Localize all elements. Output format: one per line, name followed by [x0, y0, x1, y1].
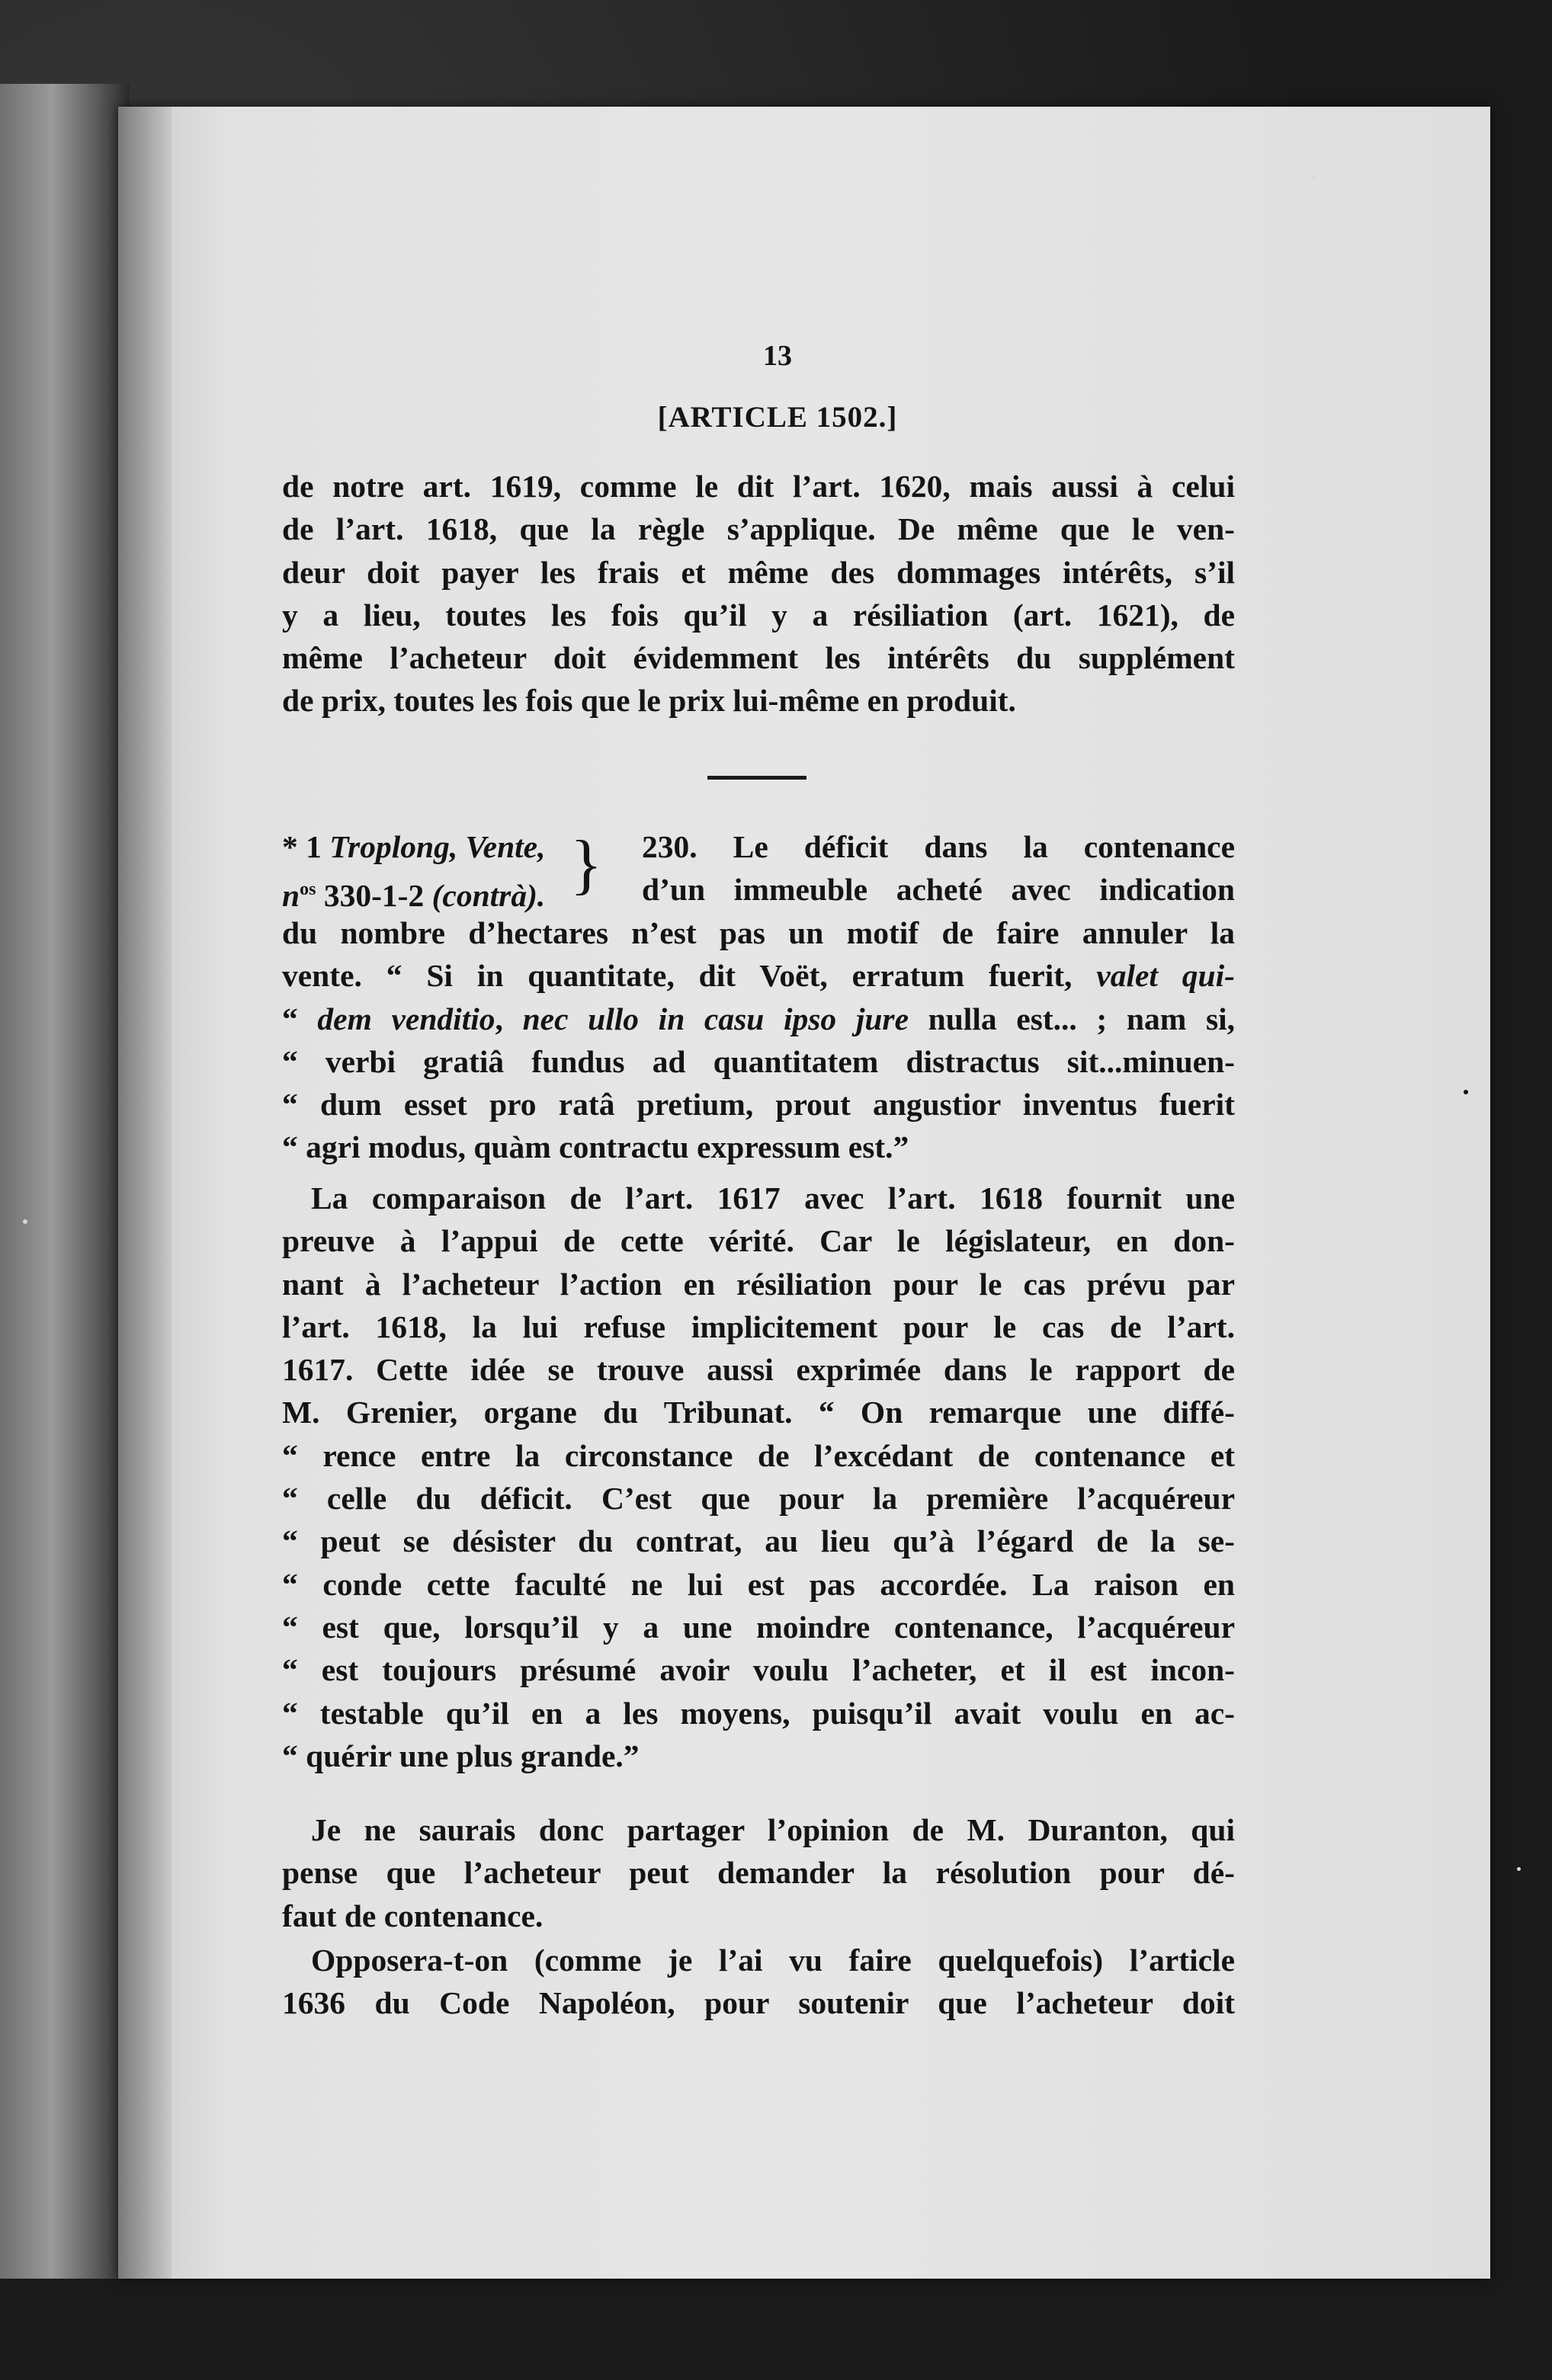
dust-speck — [1311, 175, 1315, 179]
text-line: d’un immeuble acheté avec indication — [642, 872, 1235, 908]
text-line: “ dem venditio, nec ullo in casu ipso jure nulla est... ; nam si, — [282, 1001, 1236, 1036]
text-line: de notre art. 1619, comme le dit l’art. 1620, mais aussi à celui — [282, 469, 1235, 504]
footnote-marker: * 1 — [282, 829, 330, 864]
text-line: “ quérir une plus grande.” — [282, 1738, 640, 1773]
footnote-author: Troplong, Vente, — [329, 829, 546, 864]
text-line: 1617. Cette idée se trouve aussi exprimée dans le rapport de — [282, 1352, 1235, 1388]
paragraph-4 — [282, 1808, 1235, 1937]
text-line: deur doit payer les frais et même des dommages intérêts, s’il — [282, 554, 1235, 590]
text-line: même l’acheteur doit évidemment les intérêts du supplément — [282, 640, 1235, 676]
left-page-edge — [0, 84, 130, 2279]
text-line: “ conde cette faculté ne lui est pas accordée. La raison en — [282, 1566, 1235, 1602]
dust-speck — [1433, 305, 1436, 308]
footnote-header — [282, 825, 1235, 914]
spine-shadow — [118, 107, 172, 2279]
footnote-brace: } — [570, 828, 603, 902]
footnote-intro — [642, 825, 1235, 911]
text-line: du nombre d’hectares n’est pas un motif de faire annuler la — [282, 915, 1235, 950]
text-line: “ celle du déficit. C’est que pour la première l’acquéreur — [282, 1481, 1235, 1517]
text-line: “ dum esset pro ratâ pretium, prout angustior inventus fuerit — [282, 1087, 1235, 1123]
footnote-contra: (contrà). — [431, 878, 546, 914]
text-line: de prix, toutes les fois que le prix lui-même en produit. — [282, 683, 1016, 719]
running-head: [ARTICLE 1502.] — [657, 401, 898, 434]
footnote-numero-sup: os — [300, 879, 316, 900]
text-line: “ verbi gratiâ fundus ad quantitatem distractus sit...minuen- — [282, 1043, 1235, 1079]
footnote-reference — [282, 825, 587, 917]
text-line: vente. “ Si in quantitate, dit Voët, erratum fuerit, valet qui- — [282, 958, 1235, 994]
text-line: “ est toujours présumé avoir voulu l’acheter, et il est incon- — [282, 1652, 1235, 1688]
text-line: y a lieu, toutes les fois qu’il y a résiliation (art. 1621), de — [282, 597, 1235, 633]
text-line: “ testable qu’il en a les moyens, puisqu’il avait voulu en ac- — [282, 1695, 1235, 1731]
paragraph-1 — [282, 465, 1235, 722]
footnote-ref-line-1 — [282, 825, 587, 868]
dust-speck — [1464, 1090, 1468, 1094]
footnote-numero: n — [282, 878, 300, 914]
text-line: M. Grenier, organe du Tribunat. “ On remarque une diffé- — [282, 1395, 1235, 1430]
text-line: preuve à l’appui de cette vérité. Car le législateur, en don- — [282, 1223, 1235, 1259]
text-line: “ peut se désister du contrat, au lieu qu’à l’égard de la se- — [282, 1523, 1235, 1559]
text-line: 230. Le déficit dans la contenance — [642, 829, 1235, 864]
section-rule — [707, 776, 806, 780]
text-line: Je ne saurais donc partager l’opinion de M. Duranton, qui — [311, 1812, 1235, 1847]
text-line: nant à l’acheteur l’action en résiliation pour le cas prévu par — [282, 1266, 1235, 1302]
text-line: pense que l’acheteur peut demander la résolution pour dé- — [282, 1855, 1235, 1891]
text-line: “ agri modus, quàm contractu expressum est.” — [282, 1129, 909, 1165]
paragraph-5 — [282, 1939, 1235, 2025]
dust-speck — [1517, 1867, 1521, 1871]
text-line: Opposera-t-on (comme je l’ai vu faire quelquefois) l’article — [311, 1943, 1235, 1978]
page-number: 13 — [763, 340, 792, 372]
text-line: 1636 du Code Napoléon, pour soutenir que l’acheteur doit — [282, 1985, 1235, 2021]
dust-speck — [23, 1219, 27, 1224]
paragraph-2 — [282, 911, 1235, 1169]
paragraph-3 — [282, 1177, 1235, 1777]
footnote-ref-line-2 — [282, 868, 587, 917]
text-line: de l’art. 1618, que la règle s’applique. De même que le ven- — [282, 511, 1235, 547]
text-line: l’art. 1618, la lui refuse implicitement pour le cas de l’art. — [282, 1309, 1235, 1344]
text-line: “ est que, lorsqu’il y a une moindre contenance, l’acquéreur — [282, 1609, 1235, 1645]
text-line: “ rence entre la circonstance de l’excédant de contenance et — [282, 1437, 1235, 1473]
text-line: faut de contenance. — [282, 1898, 544, 1933]
text-line: La comparaison de l’art. 1617 avec l’art. 1618 fournit une — [311, 1180, 1235, 1216]
footnote-numbers: 330-1-2 — [316, 878, 432, 914]
